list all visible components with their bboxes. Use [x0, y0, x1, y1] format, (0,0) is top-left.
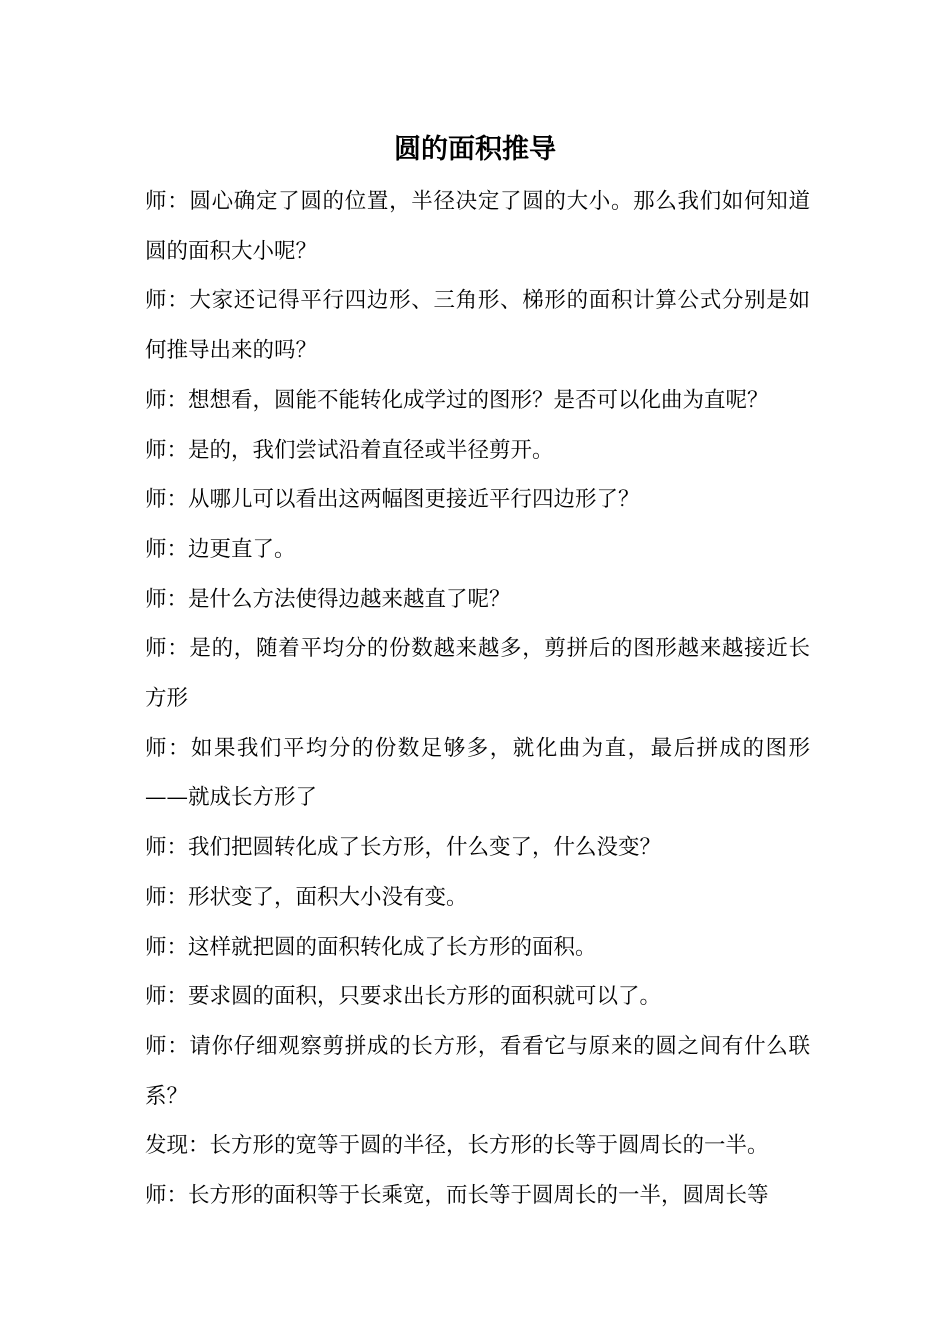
paragraph: 师：是什么方法使得边越来越直了呢？: [145, 586, 511, 612]
paragraph: 师：要求圆的面积，只要求出长方形的面积就可以了。: [145, 984, 662, 1010]
paragraph: 发现：长方形的宽等于圆的半径，长方形的长等于圆周长的一半。: [145, 1133, 769, 1159]
paragraph: 师：长方形的面积等于长乘宽，而长等于圆周长的一半，圆周长等: [145, 1183, 769, 1209]
paragraph: 师：圆心确定了圆的位置，半径决定了圆的大小。那么我们如何知道圆的面积大小呢？: [145, 189, 810, 264]
paragraph: 师：形状变了，面积大小没有变。: [145, 884, 468, 910]
paragraph: 师：是的，我们尝试沿着直径或半径剪开。: [145, 437, 554, 463]
paragraph: 师：边更直了。: [145, 536, 296, 562]
paragraph: 师：这样就把圆的面积转化成了长方形的面积。: [145, 934, 597, 960]
paragraph: 师：如果我们平均分的份数足够多，就化曲为直，最后拼成的图形——就成长方形了: [145, 735, 810, 811]
paragraph: 师：大家还记得平行四边形、三角形、梯形的面积计算公式分别是如何推导出来的吗？: [145, 288, 810, 364]
document-body: [145, 177, 810, 1221]
paragraph: 师：是的，随着平均分的份数越来越多，剪拼后的图形越来越接近长方形: [145, 636, 810, 712]
paragraph: 师：想想看，圆能不能转化成学过的图形？是否可以化曲为直呢？: [145, 387, 769, 413]
paragraph: 师：请你仔细观察剪拼成的长方形，看看它与原来的圆之间有什么联系？: [145, 1033, 810, 1109]
paragraph: 师：我们把圆转化成了长方形，什么变了，什么没变？: [145, 835, 662, 861]
document-title: 圆的面积推导: [394, 134, 556, 165]
paragraph: 师：从哪儿可以看出这两幅图更接近平行四边形了？: [145, 487, 640, 513]
